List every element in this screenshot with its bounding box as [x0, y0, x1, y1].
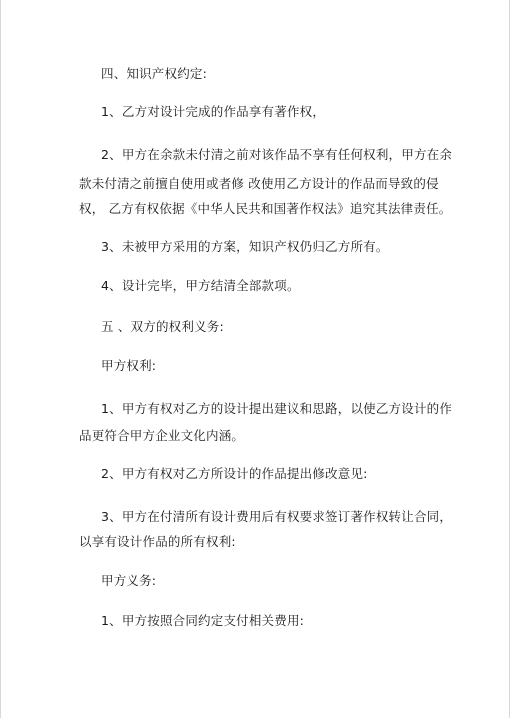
text-line: 1、乙方对设计完成的作品享有著作权，	[101, 104, 326, 119]
text-line: 权， 乙方有权依据《中华人民共和国著作权法》追究其法律责任。	[79, 201, 452, 216]
clause-rights-2	[79, 459, 473, 488]
clause-ip-3	[79, 232, 473, 261]
subheading-party-a-duties	[79, 566, 473, 595]
text-line: 3、甲方在付清所有设计费用后有权要求签订著作权转让合同，	[101, 509, 453, 524]
clause-rights-1	[79, 394, 473, 423]
text-line: 2、甲方在余款未付清之前对该作品不享有任何权利，甲方在余	[101, 147, 453, 162]
section-heading-rights	[79, 312, 473, 341]
text-line: 以享有设计作品的所有权利:	[79, 534, 236, 549]
text-line: 品更符合甲方企业文化内涵。	[79, 428, 245, 443]
clause-ip-2-cont	[79, 194, 451, 223]
text-line: 4、设计完毕，甲方结清全部款项。	[101, 278, 300, 293]
text-line: 款未付清之前擅自使用或者修 改使用乙方设计的作品而导致的侵	[79, 176, 439, 191]
clause-ip-2	[79, 140, 473, 169]
text-line: 2、甲方有权对乙方所设计的作品提出修改意见:	[101, 466, 368, 481]
subheading-party-a-rights	[79, 351, 473, 380]
text-line: 甲方权利:	[101, 358, 157, 373]
clause-ip-1	[79, 97, 473, 126]
text-line: 3、未被甲方采用的方案，知识产权仍归乙方所有。	[101, 239, 389, 254]
text-line: 1、甲方有权对乙方的设计提出建议和思路，以使乙方设计的作	[101, 401, 453, 416]
text-line: 1、甲方按照合同约定支付相关费用:	[101, 613, 305, 628]
clause-duties-1	[79, 606, 473, 635]
text-line: 五 、双方的权利义务:	[101, 319, 224, 334]
text-line: 甲方义务:	[101, 573, 157, 588]
clause-ip-4	[79, 271, 473, 300]
clause-rights-3-cont	[79, 527, 451, 556]
text-line: 四、知识产权约定:	[101, 66, 208, 81]
section-heading-ip	[79, 59, 473, 88]
clause-rights-1-cont	[79, 421, 451, 450]
